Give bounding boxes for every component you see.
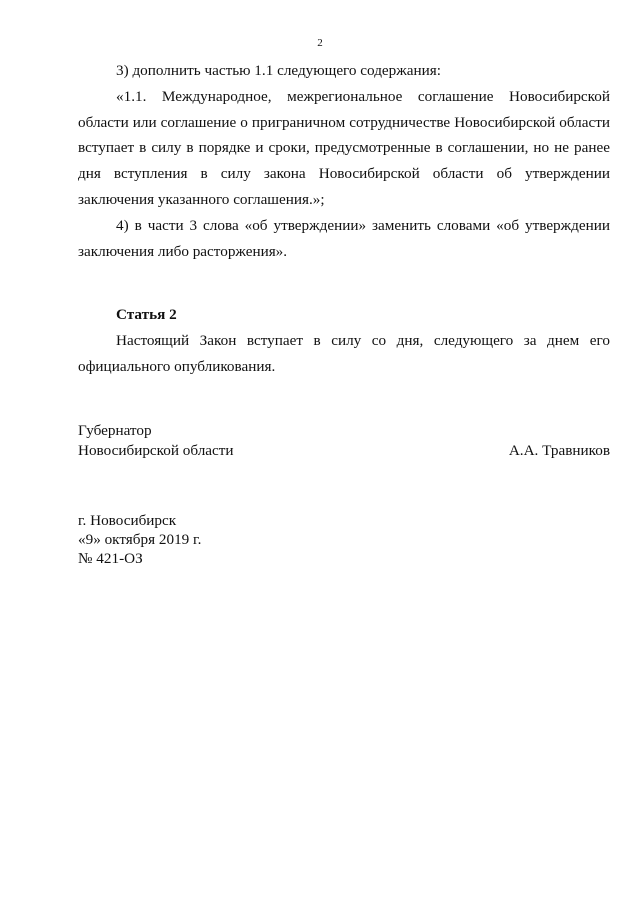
place-date-block <box>78 511 378 568</box>
law-number: № 421-ОЗ <box>78 550 143 567</box>
article-2-title: Статья 2 <box>116 306 177 324</box>
page-number: 2 <box>317 37 323 49</box>
signature-block <box>78 421 610 461</box>
article-2-text: Настоящий Закон вступает в силу со дня, следующего за днем его официального опубликования. <box>78 332 610 375</box>
date: «9» октября 2019 г. <box>78 531 202 548</box>
paragraph-part-1-1: «1.1. Международное, межрегиональное соглашение Новосибирской области или соглашение о приграничном сотрудничестве Новосибирской области вступает в силу в порядке и сроки, предусмотренные в соглашении, но не ранее дня вступления в силу закона Новосибирской области об утверждении заключения указанного соглашения.»; <box>78 87 610 208</box>
city: г. Новосибирск <box>78 512 177 529</box>
signatory-position: Губернатор <box>78 422 152 439</box>
document-body <box>78 58 610 380</box>
paragraph-amendment-4: 4) в части 3 слова «об утверждении» заменить словами «об утверждении заключения либо расторжения». <box>78 216 610 260</box>
paragraph-amendment-3: 3) дополнить частью 1.1 следующего содержания: <box>116 62 441 79</box>
signatory-region: Новосибирской области <box>78 442 234 459</box>
signatory-name: А.А. Травников <box>508 442 610 459</box>
